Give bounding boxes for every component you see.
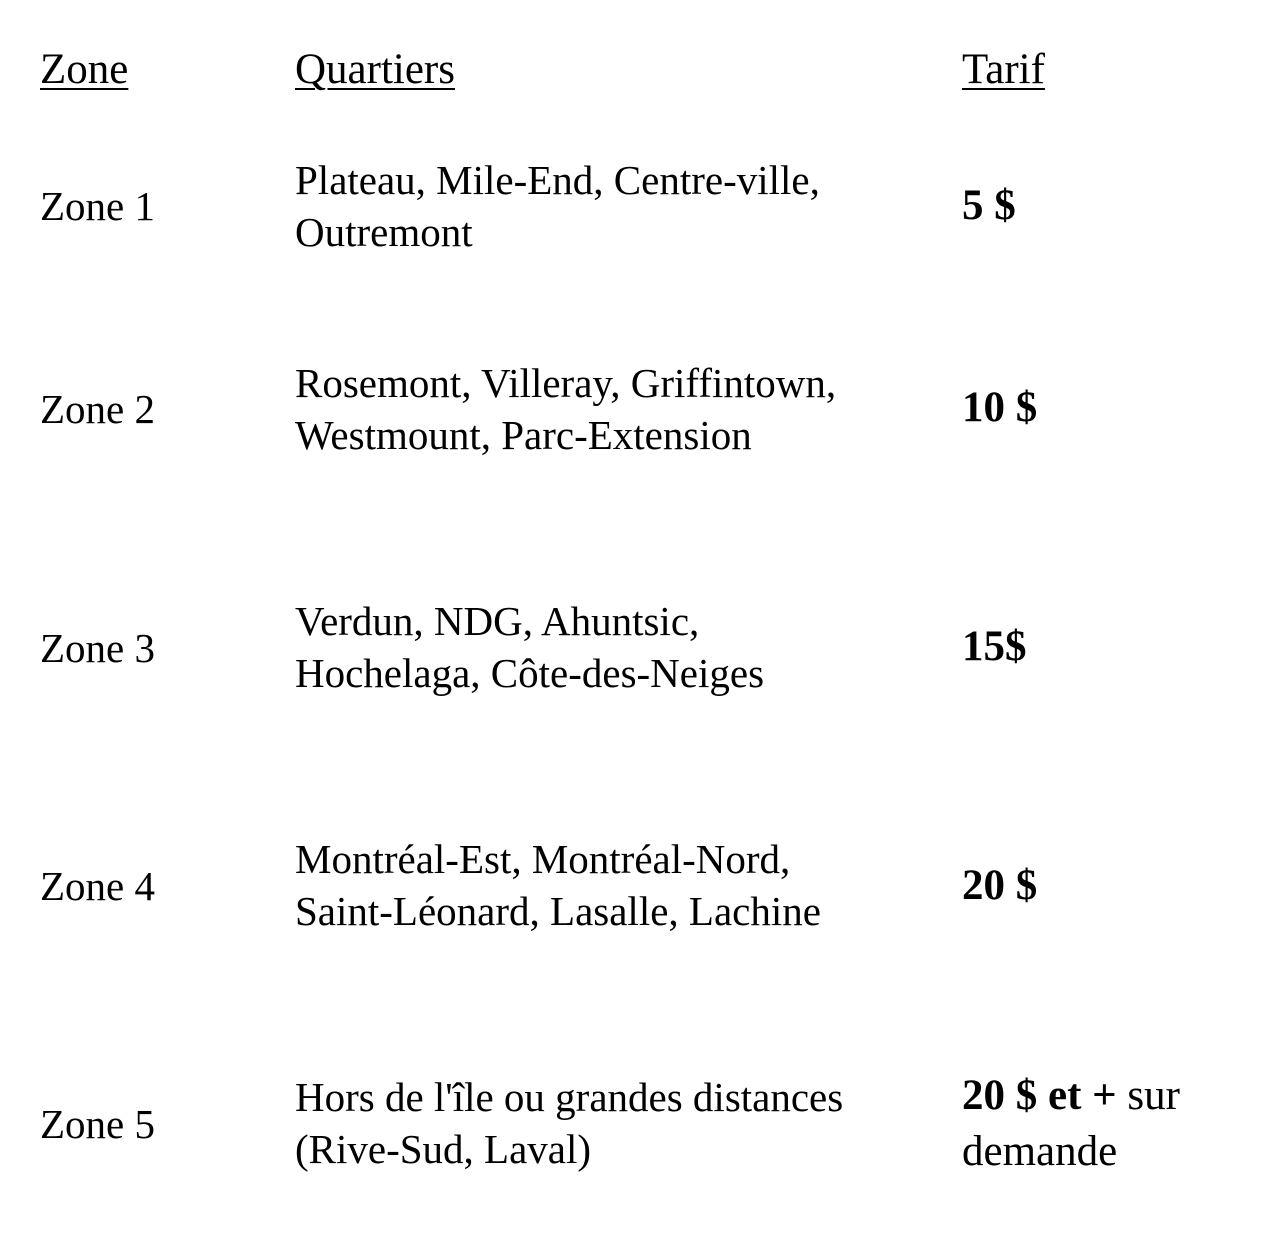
zone-5-tarif-amount: 20 $ et + [962, 1072, 1117, 1119]
zone-2-quartiers [295, 357, 935, 461]
zone-3-tarif [962, 619, 1252, 675]
zone-1-label: Zone 1 [40, 183, 155, 229]
zone-4-quartiers-line2: Saint-Léonard, Lasalle, Lachine [295, 888, 821, 934]
zone-4-label: Zone 4 [40, 863, 155, 909]
zone-3-quartiers-line1: Verdun, NDG, Ahuntsic, [295, 598, 700, 644]
zone-2-label: Zone 2 [40, 386, 155, 432]
zone-3-tarif-amount: 15$ [962, 623, 1027, 670]
zone-4-quartiers [295, 833, 935, 937]
zone-4-quartiers-line1: Montréal-Est, Montréal-Nord, [295, 836, 791, 882]
zone-2-tarif [962, 380, 1252, 436]
zone-3-label: Zone 3 [40, 625, 155, 671]
zone-5-quartiers [295, 1071, 935, 1175]
zone-1-quartiers-line2: Outremont [295, 209, 473, 255]
header-quartiers: Quartiers [295, 46, 455, 93]
zone-5-label: Zone 5 [40, 1101, 155, 1147]
zone-4-tarif [962, 858, 1252, 914]
zone-1-tarif [962, 178, 1252, 234]
zone-5-quartiers-line2: (Rive-Sud, Laval) [295, 1126, 592, 1172]
zone-3-quartiers [295, 595, 935, 699]
zone-1-quartiers [295, 154, 935, 258]
zone-2-quartiers-line2: Westmount, Parc-Extension [295, 412, 752, 458]
zone-2-quartiers-line1: Rosemont, Villeray, Griffintown, [295, 360, 837, 406]
zone-3-quartiers-line2: Hochelaga, Côte-des-Neiges [295, 650, 765, 696]
zone-4-tarif-amount: 20 $ [962, 862, 1038, 909]
zone-5-tarif-note: sur demande [962, 1072, 1180, 1175]
zone-2-tarif-amount: 10 $ [962, 384, 1038, 431]
zone-5-quartiers-line1: Hors de l'île ou grandes distances [295, 1074, 844, 1120]
header-tarif: Tarif [962, 46, 1045, 93]
zone-5-tarif [962, 1068, 1252, 1180]
zone-1-quartiers-line1: Plateau, Mile-End, Centre-ville, [295, 157, 820, 203]
zone-1-tarif-amount: 5 $ [962, 182, 1016, 229]
header-zone: Zone [40, 46, 129, 93]
